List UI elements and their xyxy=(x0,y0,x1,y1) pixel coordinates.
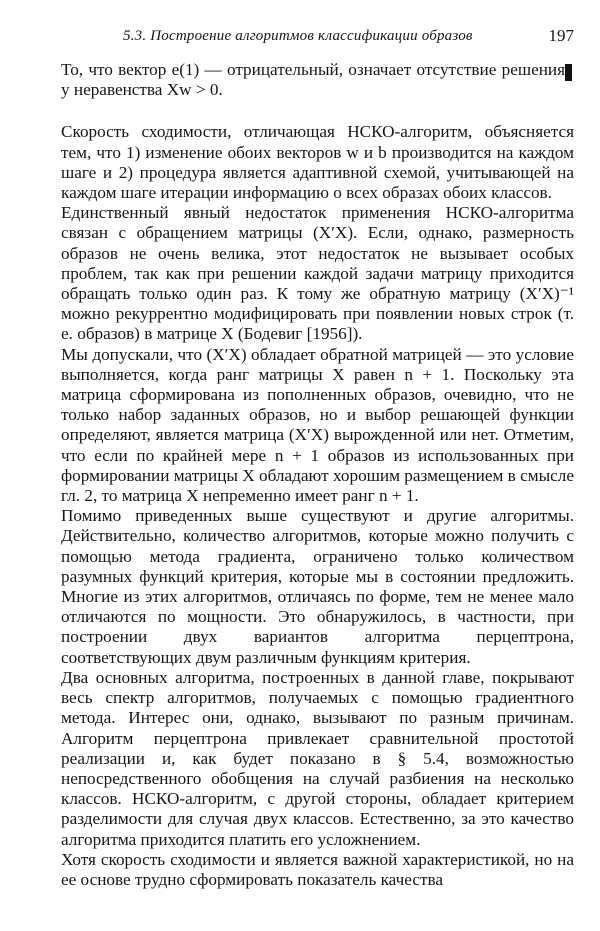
running-head: 5.3. Построение алгоритмов классификации образов xyxy=(123,28,473,44)
paragraph-5: Помимо приведенных выше существуют и другие алгоритмы. Действительно, количество алгоритмов, которые можно получить с помощью метода градиента, ограничено только количеством разумных функций критерия, которые мы в состоянии предложить. Многие из этих алгоритмов, отличаясь по форме, тем не менее мало отличаются по мощности. Это обнаружилось, в частности, при построении двух вариантов алгоритма перцептрона, соответствующих двум различным функциям критерия. xyxy=(61,506,574,667)
paragraph-3: Единственный явный недостаток применения НСКО-алгоритма связан с обращением матрицы (X′X). Если, однако, размерность образов не очень велика, этот недостаток не вызывает особых проблем, так как при решении каждой задачи матрицу приходится обращать только один раз. К тому же обратную матрицу (X′X)⁻¹ можно рекуррентно модифицировать при появлении новых строк (т. е. образов) в матрице X (Бодевиг [1956]). xyxy=(61,203,574,344)
paragraph-2: Скорость сходимости, отличающая НСКО-алгоритм, объясняется тем, что 1) изменение обоих векторов w и b производится на каждом шаге и 2) процедура является адаптивной схемой, учитывающей на каждом шаге итерации информацию о всех образах обоих классов. xyxy=(61,122,574,203)
paragraph-1 xyxy=(61,60,574,100)
end-of-proof-icon xyxy=(565,64,572,81)
body-text xyxy=(61,60,574,890)
page-header xyxy=(61,26,574,48)
paragraph-4: Мы допускали, что (X′X) обладает обратной матрицей — это условие выполняется, когда ранг матрицы X равен n + 1. Поскольку эта матрица сформирована из пополненных образов, очевидно, что не только набор заданных образов, но и выбор решающей функции определяют, является матрица (X′X) вырожденной или нет. Отметим, что если по крайней мере n + 1 образов из использованных при формировании матрицы X обладают хорошим размещением в смысле гл. 2, то матрица X непременно имеет ранг n + 1. xyxy=(61,344,574,506)
paragraph-7: Хотя скорость сходимости и является важной характеристикой, но на ее основе трудно сформировать показатель качества xyxy=(61,849,574,889)
paragraph-1-text: То, что вектор e(1) — отрицательный, означает отсутствие решения у неравенства Xw > 0. xyxy=(61,60,565,100)
paragraph-6: Два основных алгоритма, построенных в данной главе, покрывают весь спектр алгоритмов, получаемых с помощью градиентного метода. Интерес они, однако, вызывают по разным причинам. Алгоритм перцептрона привлекает сравнительной простотой реализации и, как будет показано в § 5.4, возможностью непосредственного обобщения на случай разбиения на несколько классов. НСКО-алгоритм, с другой стороны, обладает критерием разделимости для случая двух классов. Естественно, за это качество алгоритма приходится платить его усложнением. xyxy=(61,667,574,849)
page-number: 197 xyxy=(548,26,574,45)
